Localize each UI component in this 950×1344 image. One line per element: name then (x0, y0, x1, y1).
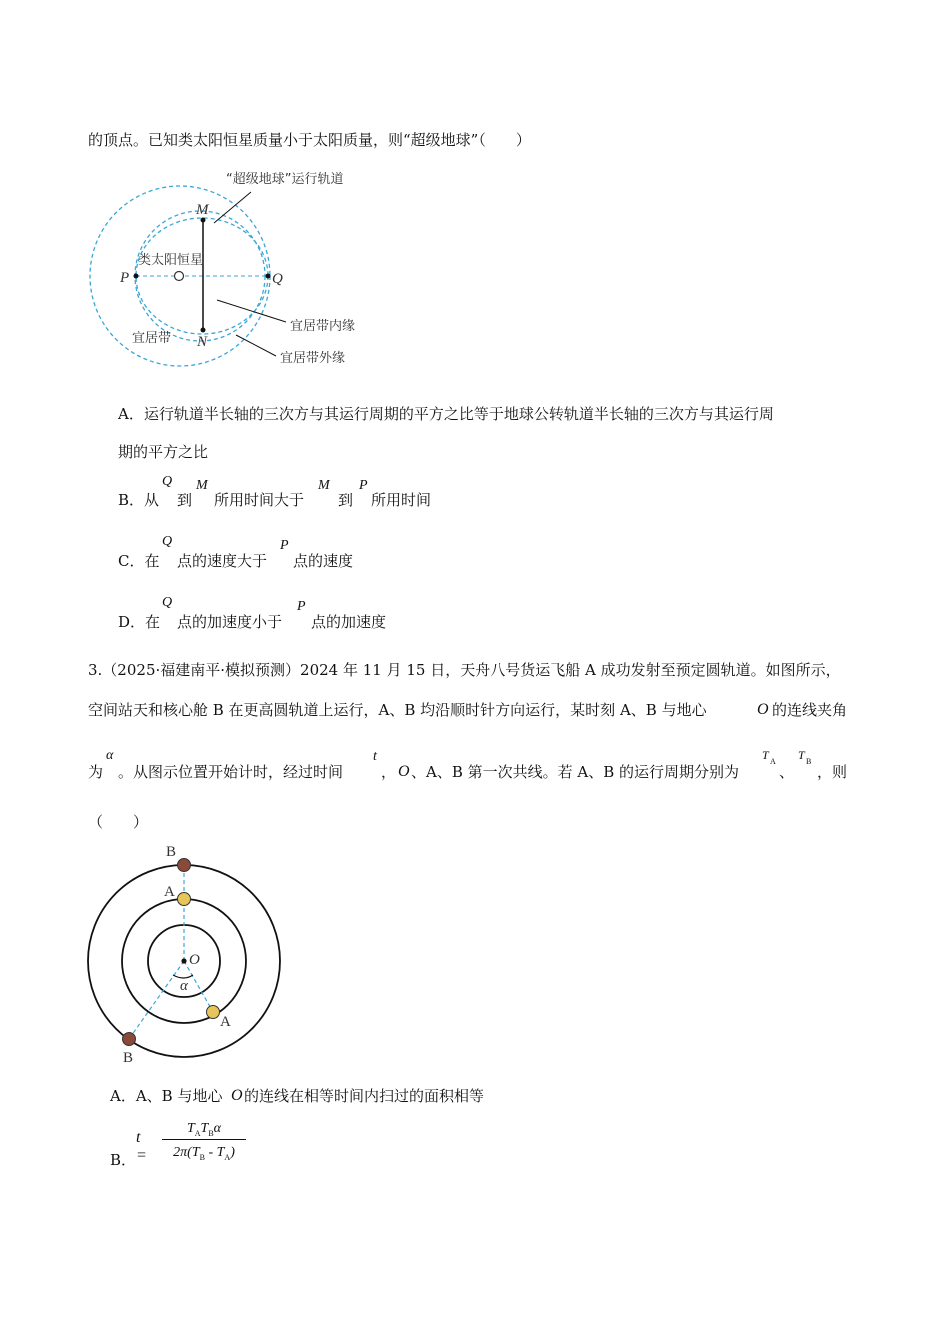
q3-option-b-label: B． (110, 1151, 137, 1169)
orbits-diagram (80, 840, 290, 1070)
point-Q (266, 274, 271, 279)
satellite-B-top (178, 859, 191, 872)
label-alpha: α (180, 978, 188, 994)
point-N (201, 328, 206, 333)
q3-line1: 3.（2025·福建南平·模拟预测）2024 年 11 月 15 日，天舟八号货运飞船 A 成功发射至预定圆轨道。如图所示， (88, 661, 841, 679)
satellite-A-top (178, 893, 191, 906)
q3-paren: （ ） (88, 813, 149, 831)
zone-label: 宜居带 (132, 331, 172, 346)
satellite-B-bottom (123, 1033, 136, 1046)
label-P: P (120, 270, 130, 286)
star-icon (175, 272, 184, 281)
star-label: 类太阳恒星 (138, 253, 204, 268)
label-M: M (196, 202, 209, 218)
label-O: O (189, 952, 200, 968)
q2-intro: 的顶点。已知类太阳恒星质量小于太阳质量，则“超级地球”（ ） (88, 131, 531, 149)
q2-option-a-line1: A．运行轨道半长轴的三次方与其运行周期的平方之比等于地球公转轨道半长轴的三次方与其运行周 (118, 405, 774, 423)
q2-option-a-line2: 期的平方之比 (118, 443, 209, 461)
label-Q: Q (272, 271, 283, 287)
label-B-bottom: B (123, 1050, 134, 1066)
orbit-label: “超级地球”运行轨道 (226, 172, 344, 187)
point-P (134, 274, 139, 279)
habitable-zone-diagram (86, 160, 396, 375)
outer-edge-label: 宜居带外缘 (280, 351, 346, 366)
label-B-top: B (166, 844, 177, 860)
inner-edge-label: 宜居带内缘 (290, 319, 356, 334)
point-M (201, 218, 206, 223)
label-A-right: A (220, 1014, 231, 1030)
satellite-A-right (207, 1006, 220, 1019)
label-A-top: A (164, 884, 175, 900)
center-O (181, 958, 186, 963)
label-N: N (197, 334, 208, 350)
